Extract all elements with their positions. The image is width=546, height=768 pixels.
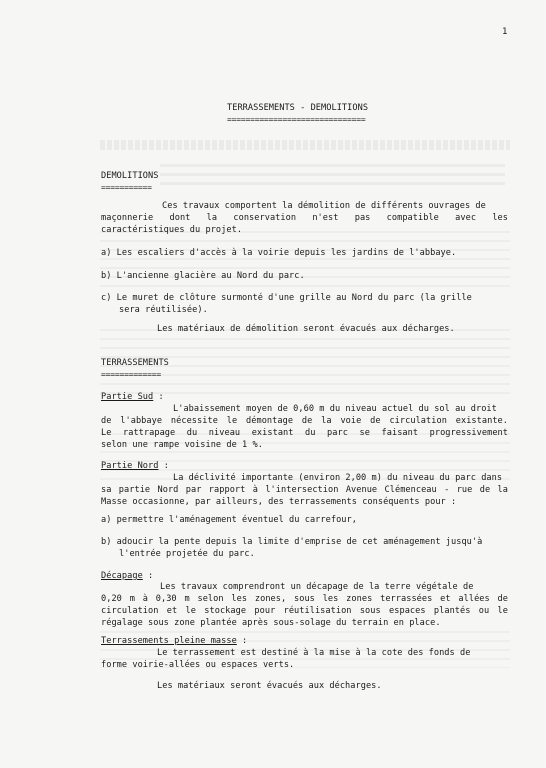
partie-sud-title: Partie Sud bbox=[101, 392, 154, 402]
title-underline: ============================== bbox=[227, 115, 366, 124]
decapage-line: 0,20 m à 0,30 m selon les zones, sous les zones terrassées et allées de bbox=[101, 594, 508, 604]
terrassements-heading: TERRASSEMENTS bbox=[101, 358, 169, 368]
partie-nord-colon: : bbox=[158, 461, 169, 471]
bleed-through bbox=[100, 140, 510, 150]
demolitions-underline: =========== bbox=[101, 183, 152, 192]
partie-sud-line: Le rattrapage du niveau existant du parc se faisant progressivement bbox=[101, 428, 508, 438]
page-title: TERRASSEMENTS - DEMOLITIONS bbox=[227, 103, 369, 113]
partie-nord-item-b: b) adoucir la pente depuis la limite d'emprise de cet aménagement jusqu'à bbox=[101, 537, 483, 547]
demolitions-item-b: b) L'ancienne glacière au Nord du parc. bbox=[101, 271, 305, 281]
demolitions-heading: DEMOLITIONS bbox=[101, 171, 159, 181]
decapage-line: Les travaux comprendront un décapage de la terre végétale de bbox=[160, 582, 474, 592]
partie-sud-line: L'abaissement moyen de 0,60 m du niveau actuel du sol au droit bbox=[173, 404, 497, 414]
partie-nord-item-a: a) permettre l'aménagement éventuel du carrefour, bbox=[101, 515, 357, 525]
partie-nord-heading bbox=[101, 461, 169, 472]
pleine-masse-line: forme voirie-allées ou espaces verts. bbox=[101, 660, 295, 670]
partie-sud-colon: : bbox=[153, 392, 164, 402]
pleine-masse-heading bbox=[101, 636, 247, 647]
demolitions-item-c: c) Le muret de clôture surmonté d'une grille au Nord du parc (la grille bbox=[101, 293, 472, 303]
partie-sud-line: selon une rampe voisine de 1 %. bbox=[101, 440, 263, 450]
demolitions-item-c-continued: sera réutilisée). bbox=[119, 305, 208, 315]
partie-nord-line: sa partie Nord par rapport à l'intersection Avenue Clémenceau - rue de la bbox=[101, 485, 508, 495]
pleine-masse-colon: : bbox=[236, 636, 248, 646]
demolitions-closing: Les matériaux de démolition seront évacués aux décharges. bbox=[157, 324, 455, 334]
pleine-masse-title: Terrassements pleine masse bbox=[101, 636, 237, 646]
decapage-title: Décapage bbox=[101, 571, 143, 581]
page-number: 1 bbox=[502, 27, 508, 37]
pleine-masse-line: Le terrassement est destiné à la mise à la cote des fonds de bbox=[157, 648, 471, 658]
partie-nord-line: Masse occasionne, par ailleurs, des terrassements conséquents pour : bbox=[101, 497, 457, 507]
demolitions-intro-line: Ces travaux comportent la démolition de différents ouvrages de bbox=[162, 201, 486, 211]
terrassements-underline: ============= bbox=[101, 370, 162, 379]
partie-sud-heading bbox=[101, 392, 164, 403]
demolitions-intro-line: caractéristiques du projet. bbox=[101, 225, 243, 235]
partie-sud-line: de l'abbaye nécessite le démontage de la voie de circulation existante. bbox=[101, 416, 508, 426]
pleine-masse-line: Les matériaux seront évacués aux décharges. bbox=[157, 681, 382, 691]
partie-nord-title: Partie Nord bbox=[101, 461, 159, 471]
decapage-heading bbox=[101, 571, 153, 582]
partie-nord-line: La déclivité importante (environ 2,00 m) du niveau du parc dans bbox=[173, 473, 503, 483]
partie-nord-item-b-continued: l'entrée projetée du parc. bbox=[119, 549, 255, 559]
decapage-colon: : bbox=[142, 571, 154, 581]
demolitions-intro-line: maçonnerie dont la conservation n'est pas compatible avec les bbox=[101, 213, 508, 223]
decapage-line: circulation et le stockage pour réutilisation sous espaces plantés ou le bbox=[101, 606, 508, 616]
demolitions-item-a: a) Les escaliers d'accès à la voirie depuis les jardins de l'abbaye. bbox=[101, 248, 457, 258]
decapage-line: régalage sous zone plantée après sous-solage du terrain en place. bbox=[101, 618, 441, 628]
bleed-through bbox=[160, 162, 505, 190]
